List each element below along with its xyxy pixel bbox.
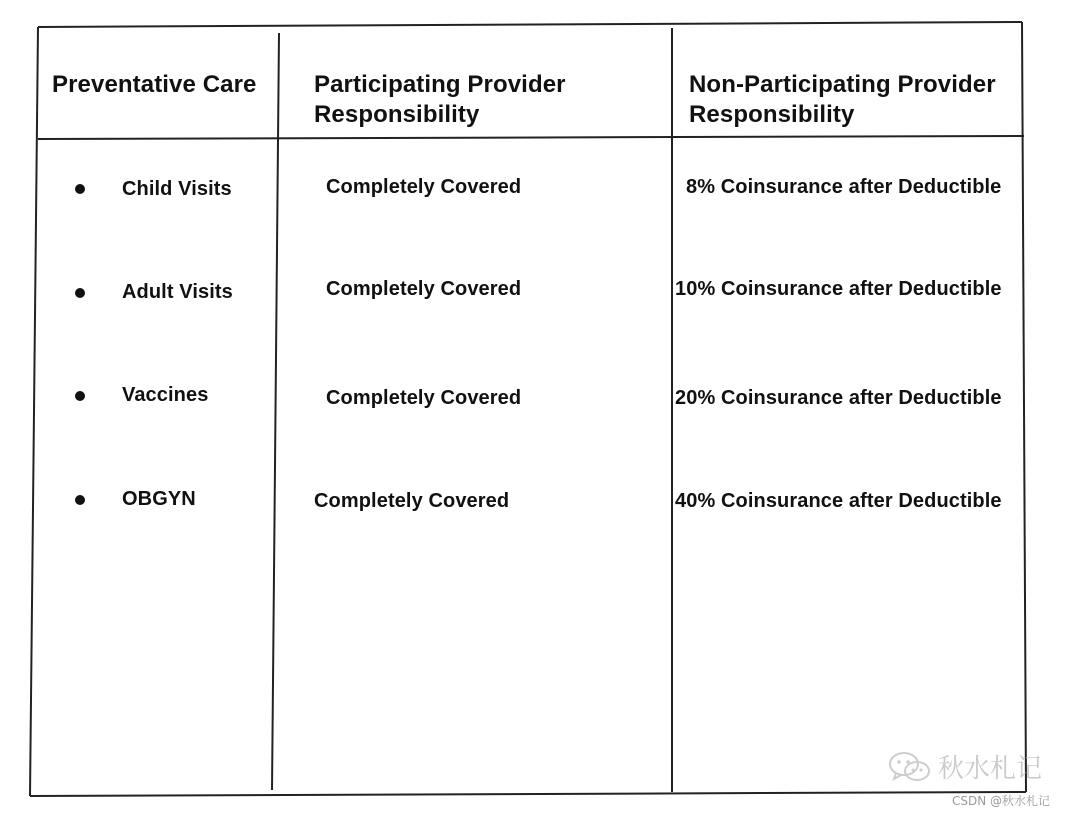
non-participating-value: 10% Coinsurance after Deductible xyxy=(675,278,1002,300)
participating-value: Completely Covered xyxy=(326,278,522,300)
header-participating-provider xyxy=(314,70,566,130)
header-line: Participating Provider xyxy=(314,71,566,98)
table-border-top xyxy=(38,22,1022,27)
wechat-icon xyxy=(888,749,932,785)
bullet-icon xyxy=(75,495,85,505)
participating-value: Completely Covered xyxy=(326,387,522,409)
service-name: Child Visits xyxy=(122,178,232,200)
header-line: Preventative Care xyxy=(52,71,257,98)
non-participating-value: 40% Coinsurance after Deductible xyxy=(675,490,1002,512)
non-participating-value: 20% Coinsurance after Deductible xyxy=(675,387,1002,409)
participating-value: Completely Covered xyxy=(314,490,510,512)
header-non-participating-provider xyxy=(689,70,996,130)
header-line: Responsibility xyxy=(689,101,855,128)
header-separator xyxy=(38,136,1024,139)
table-border-right xyxy=(1022,22,1026,792)
service-name: OBGYN xyxy=(122,488,196,510)
watermark-caption: CSDN @秋水札记 xyxy=(952,794,1051,808)
bullet-icon xyxy=(75,391,85,401)
service-name: Vaccines xyxy=(122,384,209,406)
header-line: Non-Participating Provider xyxy=(689,71,996,98)
header-preventative-care xyxy=(52,70,256,100)
service-name: Adult Visits xyxy=(122,281,233,303)
bullet-icon xyxy=(75,184,85,194)
participating-value: Completely Covered xyxy=(326,176,522,198)
column-separator-1 xyxy=(272,33,279,790)
table-border-left xyxy=(30,27,38,796)
watermark xyxy=(888,748,1042,785)
header-line: Responsibility xyxy=(314,101,480,128)
watermark-text: 秋水札记 xyxy=(938,754,1043,784)
non-participating-value: 8% Coinsurance after Deductible xyxy=(686,176,1002,198)
table-border-bottom xyxy=(30,792,1026,796)
bullet-icon xyxy=(75,288,85,298)
